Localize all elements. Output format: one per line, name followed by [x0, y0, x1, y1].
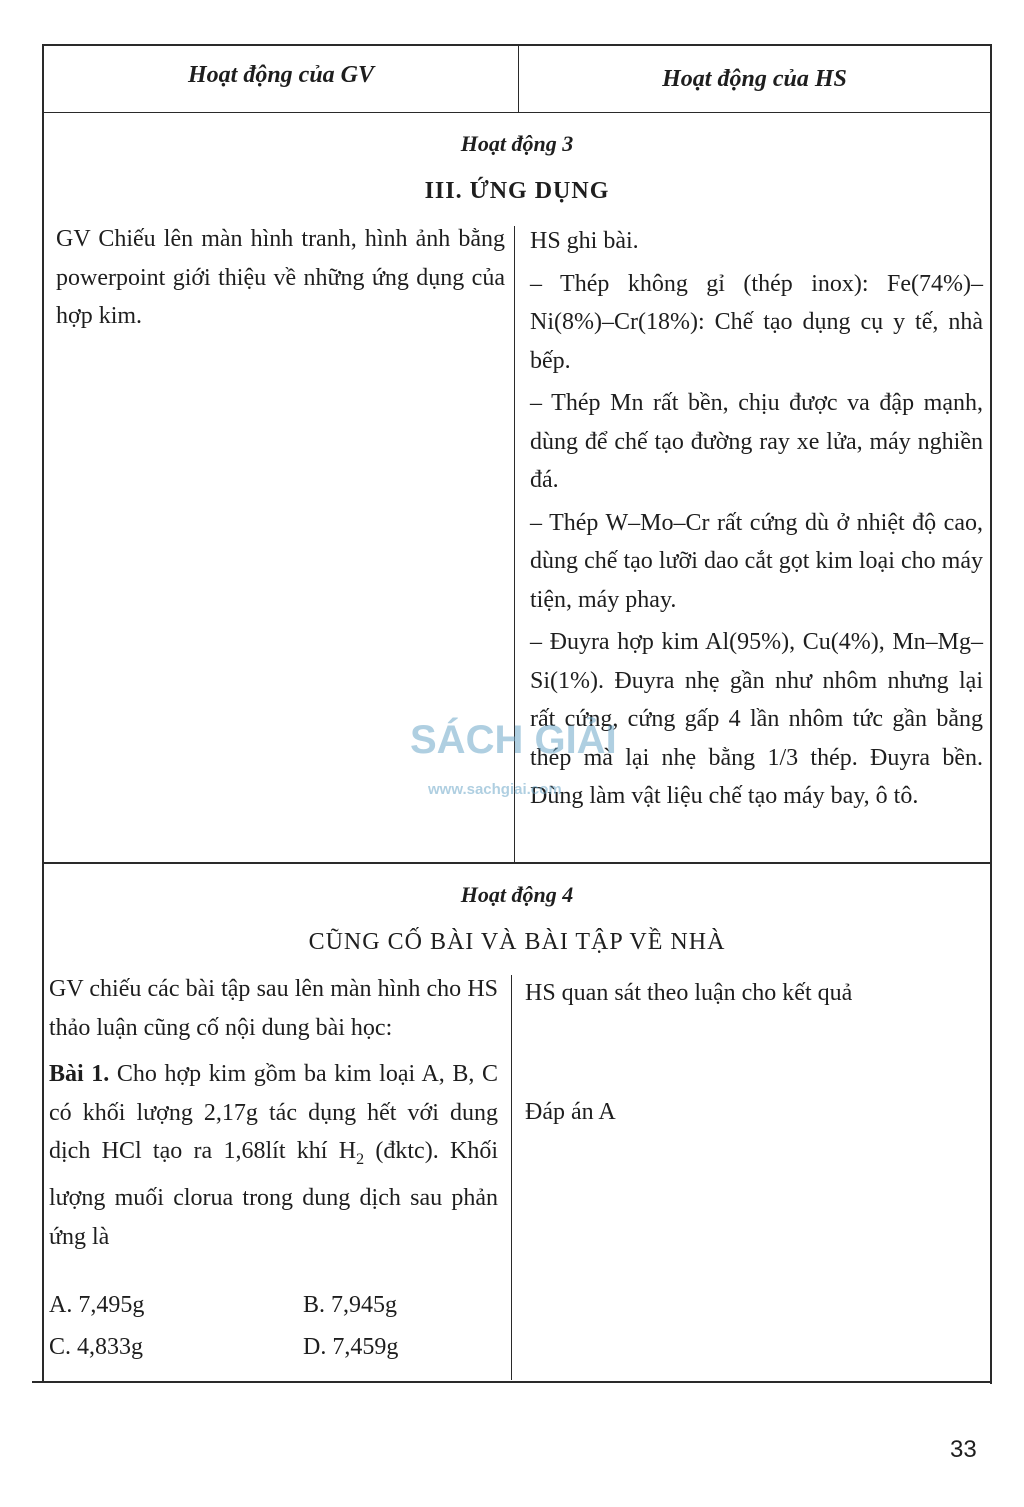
option-a: A. 7,495g: [49, 1292, 145, 1318]
table-right-border: [990, 44, 992, 1384]
exercise-text-after: (đktc). Khối lượng muối clorua trong dung dịch sau phản ứng là: [49, 1138, 498, 1250]
hs-paragraph-4: – Thép W–Mo–Cr rất cứng dù ở nhiệt độ cao, dùng chế tạo lưỡi dao cắt gọt kim loại cho máy tiện, máy phay.: [530, 509, 983, 613]
section-divider: [42, 862, 992, 864]
section3-gv-text: [56, 220, 505, 340]
exercise-subscript: 2: [356, 1150, 365, 1168]
exercise-options: [49, 1292, 498, 1372]
activity-4-label: Hoạt động 4: [460, 882, 574, 907]
hs-paragraph-2: – Thép không gỉ (thép inox): Fe(74%)–Ni(8%)–Cr(18%): Chế tạo dụng cụ y tế, nhà bếp.: [530, 270, 983, 374]
section-4-title: CŨNG CỐ BÀI VÀ BÀI TẬP VỀ NHÀ: [308, 929, 726, 955]
section4-hs-answer: Đáp án A: [525, 1099, 616, 1125]
activity-3-label: Hoạt động 3: [460, 131, 574, 156]
exercise-label: Bài 1.: [49, 1061, 110, 1087]
section3-column-divider: [514, 226, 515, 862]
header-gv: Hoạt động của GV: [187, 62, 375, 88]
section4-gv-text: [49, 970, 498, 1260]
section4-column-divider: [511, 975, 512, 1380]
gv-paragraph: GV Chiếu lên màn hình tranh, hình ảnh bằng powerpoint giới thiệu về những ứng dụng của hợp kim.: [56, 226, 505, 329]
option-c: C. 4,833g: [49, 1334, 144, 1360]
table-top-border: [42, 44, 992, 46]
section-3-title: III. ỨNG DỤNG: [424, 178, 610, 204]
hs-paragraph-5: – Đuyra hợp kim Al(95%), Cu(4%), Mn–Mg–Si(1%). Đuyra nhẹ gần như nhôm nhưng lại rất cứng, cứng gấp 4 lần nhôm tức gần bằng thép mà lại nhẹ bằng 1/3 thép. Đuyra bền. Dùng làm vật liệu chế tạo máy bay, ô tô.: [530, 629, 983, 809]
table-bottom-border: [32, 1381, 992, 1383]
option-d: D. 7,459g: [303, 1334, 399, 1360]
section4-hs-observe: HS quan sát theo luận cho kết quả: [525, 980, 853, 1006]
gv-intro: GV chiếu các bài tập sau lên màn hình cho HS thảo luận cũng cố nội dung bài học:: [49, 976, 498, 1041]
watermark-url: www.sachgiai.com: [428, 781, 562, 798]
header-hs: Hoạt động của HS: [662, 66, 847, 92]
hs-paragraph-3: – Thép Mn rất bền, chịu được va đập mạnh, dùng để chế tạo đường ray xe lửa, máy nghiền đá.: [530, 390, 983, 493]
table-left-border: [42, 44, 44, 1382]
watermark-logo: SÁCH GIẢI: [410, 718, 617, 762]
header-bottom-border: [42, 112, 992, 113]
exercise-1: [49, 1055, 498, 1256]
option-b: B. 7,945g: [303, 1292, 398, 1318]
exercise-text-before: Cho hợp kim gồm ba kim loại A, B, C có khối lượng 2,17g tác dụng hết với dung dịch HCl tạo ra 1,68lít khí H: [49, 1061, 498, 1164]
hs-paragraph-1: HS ghi bài.: [530, 228, 639, 254]
page-number: 33: [950, 1436, 977, 1463]
